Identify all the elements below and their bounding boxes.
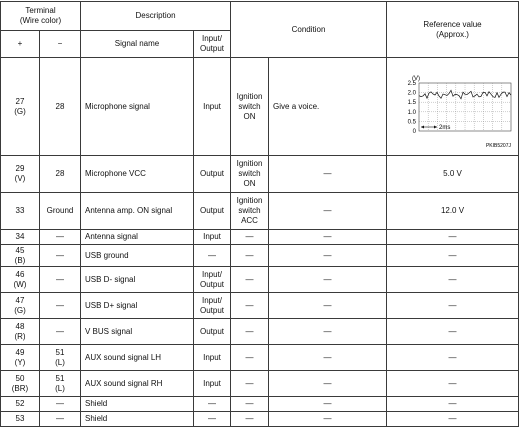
- signal-name-cell: Antenna signal: [81, 230, 194, 245]
- input-output-cell: [194, 293, 231, 319]
- signal-name-cell: USB ground: [81, 245, 194, 267]
- signal-name-cell: V BUS signal: [81, 319, 194, 345]
- plus-terminal-line: 47: [15, 295, 25, 305]
- minus-terminal-cell: [40, 397, 81, 412]
- condition-detail-cell: —: [269, 245, 387, 267]
- waveform-y-tick: 1.0: [407, 109, 416, 116]
- waveform-unit-label: (V): [411, 75, 420, 82]
- condition-detail-cell: —: [269, 319, 387, 345]
- wire-color-header-label: (Wire color): [19, 16, 62, 25]
- ignition-condition-line: switch: [238, 206, 261, 215]
- plus-terminal-header: +: [1, 31, 40, 58]
- input-output-cell: [194, 156, 231, 193]
- condition-detail-cell: —: [269, 193, 387, 230]
- signal-name-header: Signal name: [81, 31, 194, 58]
- plus-terminal-cell: [1, 293, 40, 319]
- waveform-y-tick: 0.5: [407, 118, 416, 125]
- minus-terminal-line: —: [56, 399, 64, 408]
- ignition-condition-cell: [231, 345, 269, 371]
- signal-name-cell: Antenna amp. ON signal: [81, 193, 194, 230]
- input-output-line: Output: [200, 206, 225, 215]
- reference-value-cell: —: [387, 397, 519, 412]
- condition-detail-cell: —: [269, 371, 387, 397]
- plus-terminal-line: 53: [15, 414, 25, 423]
- minus-terminal-line: Ground: [46, 206, 74, 215]
- ignition-condition-cell: [231, 412, 269, 427]
- input-output-cell: [194, 245, 231, 267]
- condition-detail-cell: —: [269, 397, 387, 412]
- ignition-condition-cell: [231, 156, 269, 193]
- plus-terminal-line: 45: [15, 245, 25, 255]
- table-row: [1, 193, 519, 230]
- minus-terminal-line: 51: [55, 373, 65, 383]
- plus-terminal-line: 27: [15, 96, 25, 106]
- minus-terminal-cell: [40, 371, 81, 397]
- minus-terminal-line: —: [56, 414, 64, 423]
- minus-terminal-cell: [40, 412, 81, 427]
- input-output-header-line1: Input/: [202, 34, 223, 43]
- plus-terminal-cell: [1, 230, 40, 245]
- plus-terminal-cell: [1, 319, 40, 345]
- plus-terminal-line: 46: [15, 269, 25, 279]
- condition-detail-cell: —: [269, 267, 387, 293]
- input-output-line: Output: [200, 279, 225, 289]
- signal-name-cell: Microphone VCC: [81, 156, 194, 193]
- ignition-condition-line: ON: [243, 111, 256, 121]
- ignition-condition-cell: [231, 193, 269, 230]
- waveform-y-tick: 0: [412, 128, 416, 135]
- condition-detail-cell: —: [269, 293, 387, 319]
- input-output-cell: [194, 319, 231, 345]
- terminal-header-label: Terminal: [25, 6, 56, 15]
- input-output-line: Input/: [202, 269, 223, 279]
- input-output-line: Input/: [202, 295, 223, 305]
- plus-terminal-line: (Y): [14, 357, 26, 367]
- signal-name-cell: AUX sound signal RH: [81, 371, 194, 397]
- minus-terminal-line: (L): [55, 357, 65, 367]
- ignition-condition-cell: [231, 267, 269, 293]
- table-row: [1, 319, 519, 345]
- table-body: [1, 58, 519, 427]
- plus-terminal-cell: [1, 371, 40, 397]
- figure-code-label: PKIB5207J: [485, 142, 511, 149]
- table-row: [1, 412, 519, 427]
- reference-value-header-line1: Reference value: [423, 19, 482, 29]
- ignition-condition-line: —: [245, 414, 254, 423]
- plus-terminal-cell: [1, 156, 40, 193]
- plus-terminal-line: (V): [14, 174, 26, 183]
- plus-terminal-cell: [1, 345, 40, 371]
- table-row: [1, 371, 519, 397]
- minus-terminal-cell: [40, 345, 81, 371]
- signal-name-cell: USB D+ signal: [81, 293, 194, 319]
- microphone-signal-waveform: [389, 61, 517, 153]
- ignition-condition-cell: [231, 319, 269, 345]
- plus-terminal-cell: [1, 58, 40, 156]
- condition-detail-cell: —: [269, 412, 387, 427]
- input-output-line: Output: [200, 305, 225, 315]
- input-output-cell: [194, 193, 231, 230]
- input-output-line: Input: [203, 101, 221, 111]
- minus-terminal-line: —: [56, 326, 64, 336]
- minus-terminal-line: 28: [55, 101, 65, 111]
- reference-value-cell: —: [387, 293, 519, 319]
- input-output-line: —: [208, 399, 216, 408]
- plus-terminal-line: 33: [15, 206, 25, 215]
- ignition-condition-cell: [231, 245, 269, 267]
- minus-terminal-line: (L): [55, 383, 65, 393]
- time-scale-arrowhead-right: [434, 125, 437, 128]
- table-row: [1, 267, 519, 293]
- ignition-condition-cell: [231, 293, 269, 319]
- ignition-condition-line: —: [245, 250, 254, 260]
- plus-terminal-line: 49: [15, 347, 25, 357]
- condition-detail-cell: —: [269, 156, 387, 193]
- plus-terminal-line: 48: [15, 321, 25, 331]
- minus-terminal-line: 28: [55, 169, 65, 178]
- plus-terminal-line: 50: [15, 373, 25, 383]
- ignition-condition-line: —: [245, 232, 254, 241]
- table-row: [1, 230, 519, 245]
- reference-value-header-line2: (Approx.): [436, 29, 469, 39]
- ignition-condition-line: switch: [238, 101, 261, 111]
- input-output-line: Output: [200, 326, 225, 336]
- ignition-condition-line: ACC: [241, 216, 258, 225]
- minus-terminal-cell: [40, 58, 81, 156]
- input-output-cell: [194, 412, 231, 427]
- reference-value-cell: —: [387, 345, 519, 371]
- ignition-condition-line: Ignition: [236, 196, 263, 205]
- input-output-line: —: [208, 414, 216, 423]
- reference-value-cell: —: [387, 230, 519, 245]
- ignition-condition-line: —: [245, 300, 254, 310]
- input-output-line: —: [208, 250, 216, 260]
- plus-terminal-line: 29: [15, 164, 25, 173]
- plus-terminal-cell: [1, 245, 40, 267]
- minus-terminal-cell: [40, 193, 81, 230]
- minus-terminal-cell: [40, 267, 81, 293]
- signal-name-cell: Microphone signal: [81, 58, 194, 156]
- waveform-y-tick: 2.0: [407, 90, 416, 97]
- terminal-header: [1, 2, 81, 31]
- plus-terminal-line: (R): [14, 331, 26, 341]
- minus-terminal-cell: [40, 293, 81, 319]
- reference-value-cell: —: [387, 319, 519, 345]
- table-row: [1, 58, 519, 156]
- plus-terminal-line: 52: [15, 399, 25, 408]
- ignition-condition-line: Ignition: [236, 159, 263, 168]
- input-output-header-line2: Output: [200, 44, 225, 53]
- input-output-cell: [194, 371, 231, 397]
- plus-terminal-line: (B): [14, 255, 26, 265]
- reference-value-cell: [387, 58, 519, 156]
- ignition-condition-line: —: [245, 326, 254, 336]
- plus-terminal-line: 34: [15, 232, 25, 241]
- plus-terminal-cell: [1, 193, 40, 230]
- reference-value-cell: —: [387, 267, 519, 293]
- description-header: Description: [81, 2, 231, 31]
- input-output-header: [194, 31, 231, 58]
- reference-value-cell: —: [387, 371, 519, 397]
- waveform-y-tick: 2.5: [407, 80, 416, 87]
- ignition-condition-line: —: [245, 352, 254, 362]
- ignition-condition-line: —: [245, 378, 254, 388]
- table-row: [1, 293, 519, 319]
- input-output-line: Input: [203, 352, 221, 362]
- condition-detail-cell: Give a voice.: [269, 58, 387, 156]
- minus-terminal-cell: [40, 245, 81, 267]
- input-output-cell: [194, 58, 231, 156]
- condition-detail-cell: —: [269, 345, 387, 371]
- minus-terminal-line: —: [56, 274, 64, 284]
- input-output-cell: [194, 345, 231, 371]
- ignition-condition-line: ON: [243, 179, 256, 188]
- plus-terminal-cell: [1, 397, 40, 412]
- input-output-cell: [194, 230, 231, 245]
- minus-terminal-line: —: [56, 300, 64, 310]
- reference-value-cell: 12.0 V: [387, 193, 519, 230]
- condition-detail-cell: —: [269, 230, 387, 245]
- input-output-line: Input: [203, 232, 221, 241]
- ignition-condition-cell: [231, 397, 269, 412]
- reference-value-cell: —: [387, 412, 519, 427]
- plus-terminal-line: (W): [13, 279, 27, 289]
- terminal-reference-table: [0, 1, 519, 427]
- ignition-condition-line: —: [245, 399, 254, 408]
- minus-terminal-cell: [40, 156, 81, 193]
- signal-name-cell: Shield: [81, 397, 194, 412]
- plus-terminal-cell: [1, 267, 40, 293]
- time-scale-label: 2ms: [438, 124, 450, 131]
- plus-terminal-line: (G): [14, 305, 26, 315]
- ignition-condition-cell: [231, 230, 269, 245]
- signal-name-cell: Shield: [81, 412, 194, 427]
- input-output-cell: [194, 267, 231, 293]
- reference-value-cell: —: [387, 245, 519, 267]
- header-row-1: [1, 2, 519, 31]
- minus-terminal-line: —: [56, 232, 64, 241]
- reference-value-cell: 5.0 V: [387, 156, 519, 193]
- input-output-cell: [194, 397, 231, 412]
- ignition-condition-line: switch: [238, 169, 261, 178]
- ignition-condition-cell: [231, 58, 269, 156]
- minus-terminal-line: 51: [55, 347, 65, 357]
- minus-terminal-cell: [40, 319, 81, 345]
- signal-name-cell: USB D- signal: [81, 267, 194, 293]
- minus-terminal-line: —: [56, 250, 64, 260]
- table-row: [1, 345, 519, 371]
- minus-terminal-cell: [40, 230, 81, 245]
- signal-name-cell: AUX sound signal LH: [81, 345, 194, 371]
- condition-header: Condition: [231, 2, 387, 58]
- minus-terminal-header: −: [40, 31, 81, 58]
- table-row: [1, 245, 519, 267]
- ignition-condition-line: Ignition: [236, 91, 263, 101]
- plus-terminal-line: (BR): [11, 383, 29, 393]
- table-row: [1, 156, 519, 193]
- table-row: [1, 397, 519, 412]
- plus-terminal-cell: [1, 412, 40, 427]
- ignition-condition-line: —: [245, 274, 254, 284]
- input-output-line: Input: [203, 378, 221, 388]
- ignition-condition-cell: [231, 371, 269, 397]
- reference-value-header: [387, 2, 519, 58]
- time-scale-arrowhead-left: [421, 125, 424, 128]
- input-output-line: Output: [200, 169, 225, 178]
- waveform-y-tick: 1.5: [407, 99, 416, 106]
- plus-terminal-line: (G): [14, 106, 26, 116]
